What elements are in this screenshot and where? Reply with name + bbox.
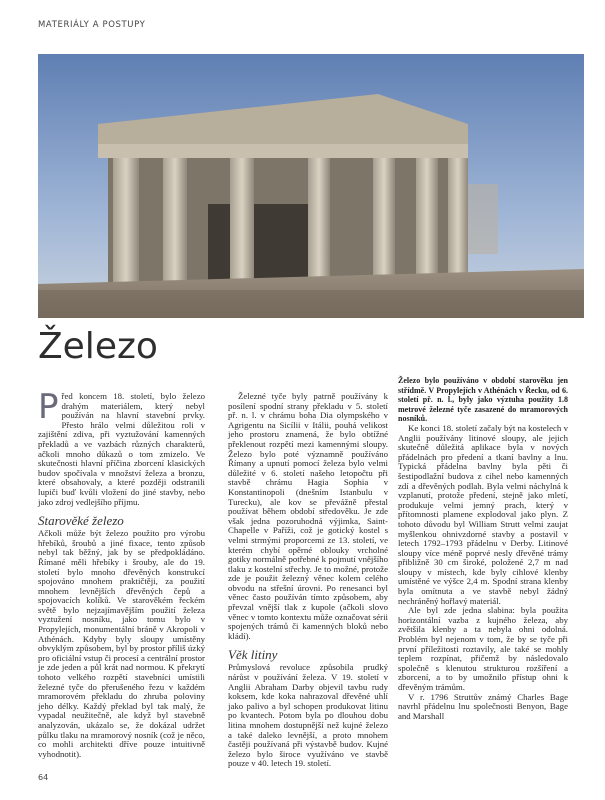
propylaea-photo: [38, 54, 584, 318]
column-1: [38, 387, 205, 783]
column-3: [398, 376, 568, 721]
body-paragraph: Ke konci 18. století začaly být na kostelech v Anglii používány litinové sloupy, ale jejich skutečně důležitá aplikace byla v nových přádelnách pro předení a tkaní bavlny a lnu. Typická přádelna bavlny byla pěti či šestipodlažní budova z cihel nebo kamenných zdí a dřevěných podlah. Byla velmi náchylná k vzplanutí, protože předení, stejně jako mletí, produkuje velmi jemný prach, který v přítomnosti plamene explodoval jako plyn. Z tohoto důvodu byl William Strutt velmi zaujat myšlenkou ohnivzdorné stavby a postavil v letech 1792–1793 přádelnu v Derby. Litinové sloupy více méně poprvé nesly dřevěné trámy přibližně 30 cm široké, položené 2,7 m nad sloupy v místech, kde byly cihlové klenby umístěné ve výšce 2,4 m. Spodní strana klenby byla omítnuta a ve stavbě nebyl žádný nechráněný hořlavý materiál.: [398, 422, 568, 606]
photo-caption: Železo bylo používáno v období starověku jen střídmě. V Propylejích v Athénách v Řecku, od 6. století př. n. l., byly jako výztuha použity 1.8 metrové železné tyče zasazené do mramorových nosníků.: [398, 376, 568, 424]
body-paragraph: Ale byl zde jedna slabina: byla použita horizontální vazba z kujného železa, aby zvětšila klenby a ta nebyla ohni odolná. Problém byl nejenom v tom, že by se tyče při první příležitosti roztavily, ale také se mohly teplem rozpínat, přičemž by následovalo společně s klenutou strukturou rozšíření a zborcení, a to by umožnilo přístup ohni k dřevěným trámům.: [398, 605, 568, 692]
body-paragraph: Průmyslová revoluce způsobila prudký nárůst v používání železa. V 19. století v Anglii Abraham Darby objevil tavbu rudy koksem, kde koka nahrazoval dřevěné uhlí jako palivo a byl schopen produkovat litinu po kvantech. Potom byla po dlouhou dobu litina mnohem dostupnější než kujné železo a také daleko levnější, a proto mnohem častěji používaná při výstavbě budov. Kujné železo bylo široce využíváno ve stavbě pouze v 40. letech 19. století.: [228, 662, 388, 769]
drop-cap: P: [38, 387, 59, 427]
body-paragraph: Ačkoli může být železo použito pro výrobu hřebíků, šroubů a jiné fixace, tento způsob nebyl tak běžný, jak by se předpokládáno. Římané měli hřebíky i šrouby, ale do 19. století bylo mnoho dřevěných konstrukcí spojováno mnohem praktičtěji, za použití mnohem levnějších dřevěných čepů a spojovacích kolíků. Ve starověkém řeckém světě bylo nejzajímavějším použití železa vyztužení nosníku, jako tomu bylo v Propylejích, monumentální bráně v Akropoli v Athénách. Kdyby byly sloupy umístěny obvyklým způsobem, byl by prostor příliš úzký pro oficiální vstup či procesí a centrální prostor je zde jeden a půl krát nad normou. K překrytí tohoto velkého rozpětí stavebníci umístili železné tyče do přerušeného řezu v každém mramorovém překladu do zhruba poloviny jeho délky. Každý překlad byl tak malý, že vypadal neužitečně, ale když byl stavebně analyzován, ukázalo se, že dokázal udržet půlku tlaku na mramorový nosník (což je něco, co mohli architekti dříve pouze intuitivně vyhodnotit).: [38, 528, 205, 759]
section-heading: Věk litiny: [228, 647, 278, 663]
body-paragraph: Železné tyče byly patrně používány k posílení spodní strany překladu v 5. století př. n. l. v chrámu boha Dia olympského v Agrigentu na Sicílii v Itálii, pouhá velikost jeho prostoru znamená, že bylo obtížné překlenout rozpětí mezi kamennými sloupy. Železo bylo poté významně používáno Římany a upnutí pomocí železa bylo velmi důležité v 6. století našeho letopočtu při stavbě chrámu Hagia Sophia v Konstantinopoli (dnešním Istanbulu v Turecku), ale kov se převážně přestal používat během období středověku. Je zde však jedna pozoruhodná výjimka, Saint-Chapelle v Paříži, což je gotický kostel s velmi strmými proporcemi ze 13. století, ve kterém chybí opěrné oblouky vrcholné gotiky normálně potřebné k pojmutí vnějšího tlaku z kostelní střechy. Je to možné, protože zde je použit železný věnec kolem celého obvodu na střešní úrovni. Po renesanci byl věnec často používán tímto způsobem, aby převzal vnější tlak z kupole (ačkoli slovo věnec v tomto kontextu může označovat sérii spojených trámů či kamenných bloků nebo kládí).: [228, 391, 388, 641]
running-head: MATERIÁLY A POSTUPY: [38, 20, 146, 30]
body-paragraph: V r. 1796 Struttův známý Charles Bage navrhl přádelnu lnu společnosti Benyon, Bage and Marshall: [398, 691, 568, 721]
column-2: [228, 392, 388, 769]
chapter-title: Železo: [38, 326, 158, 367]
page-number: 64: [38, 773, 49, 783]
section-heading: Starověké železo: [38, 513, 124, 529]
intro-paragraph: řed koncem 18. století, bylo železo drahým materiálem, který nebyl používán na hlavní stavební prvky. Přesto hrálo velmi důležitou roli v zajištění zdiva, při vyztužování kamenných překladů a ve vazbách různých charakterů, ačkoli mnoho důkazů o tom zmizelo. Ve skutečnosti hlavní příčina zborcení klasických budov spočívala v množství železa a bronzu, které obsahovaly, a které později odstranili lupiči buď kvůli vložení do jiné stavby, nebo jako zdroj vedlejšího příjmu.: [38, 391, 205, 507]
